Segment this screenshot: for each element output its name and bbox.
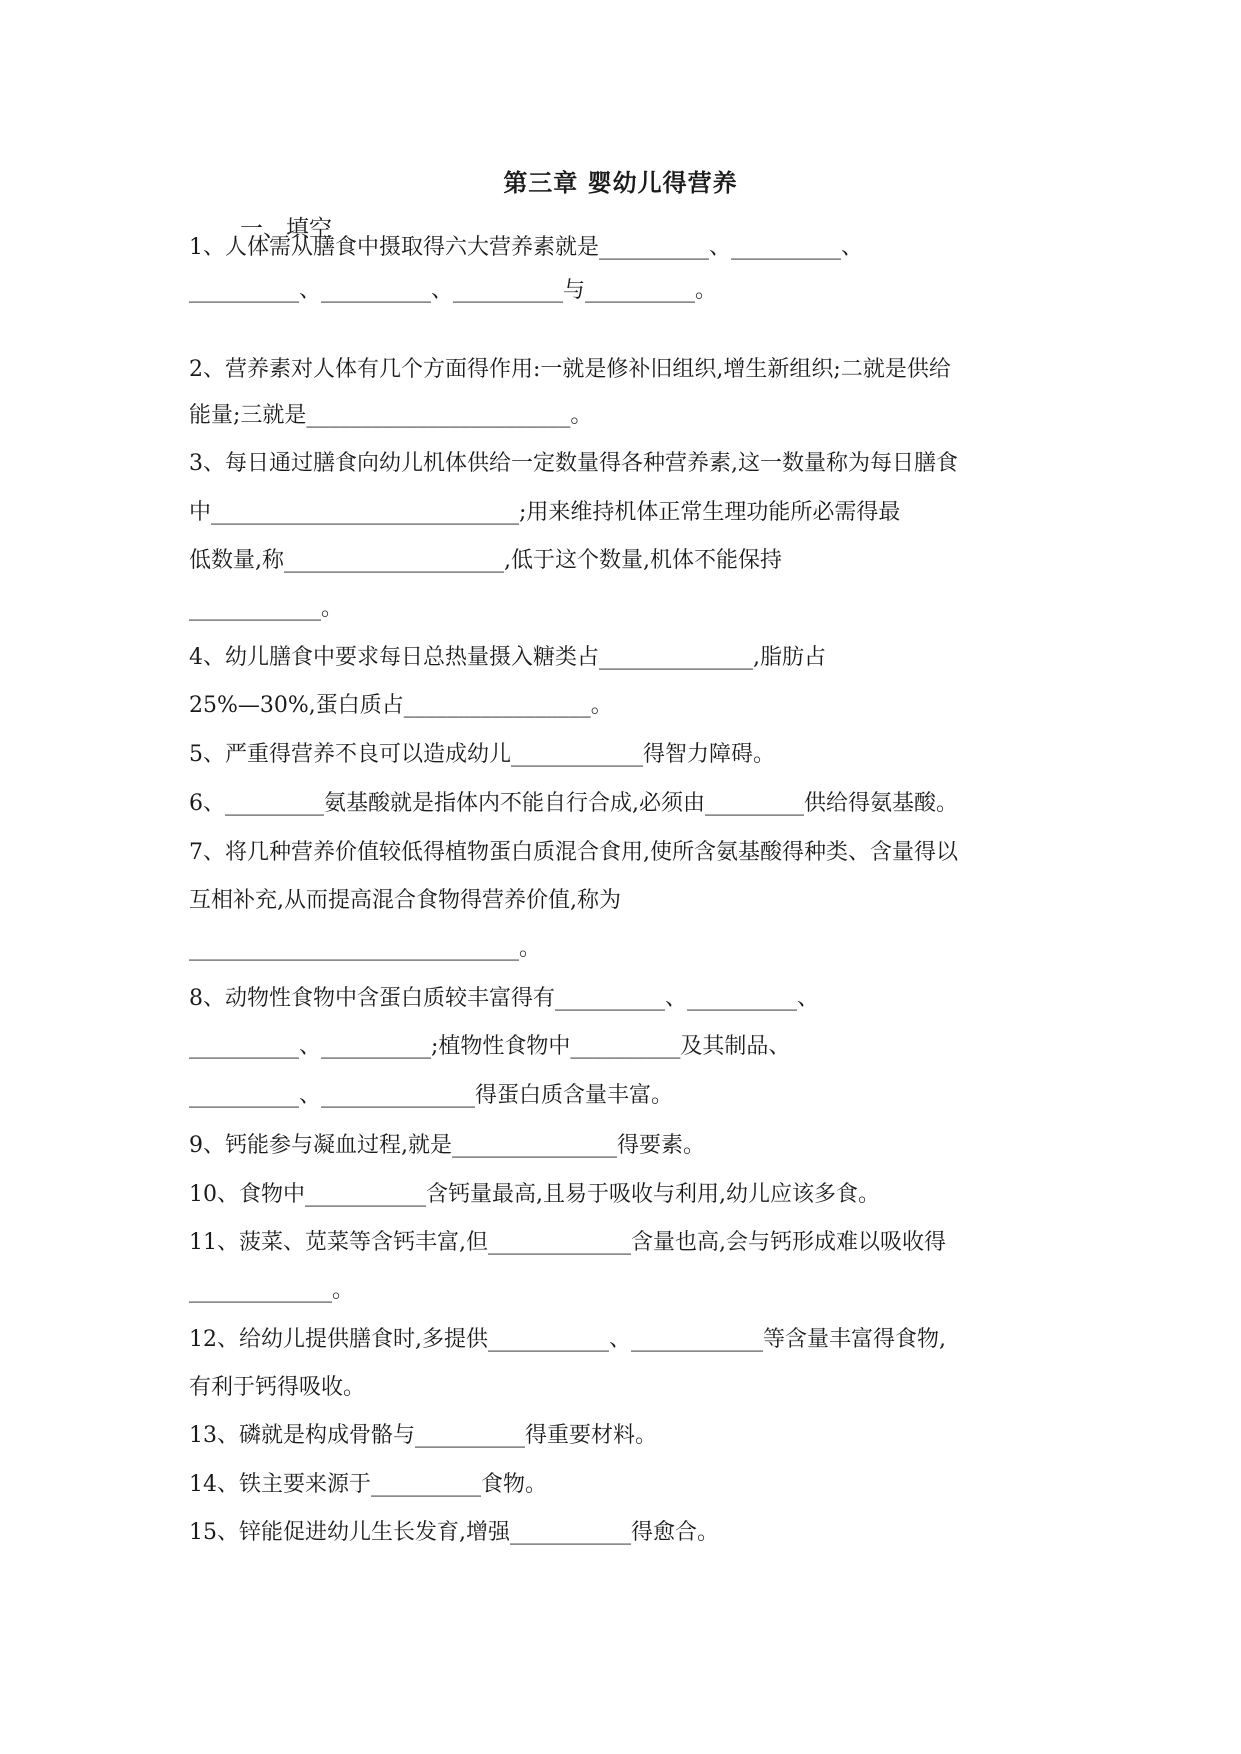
text-line: 2、营养素对人体有几个方面得作用:一就是修补旧组织,增生新组织;二就是供给 <box>189 357 951 382</box>
text-line: 12、给幼儿提供膳食时,多提供___________、____________等含量丰富得食物, <box>189 1327 946 1352</box>
text-line: 中____________________________;用来维持机体正常生理功能所必需得最 <box>189 500 901 525</box>
text-line: 有利于钙得吸收。 <box>189 1375 366 1400</box>
text-line: 互相补充,从而提高混合食物得营养价值,称为 <box>189 888 621 913</box>
text-line: 11、菠菜、苋菜等含钙丰富,但_____________含量也高,会与钙形成难以吸收得 <box>189 1230 946 1255</box>
text-line: 9、钙能参与凝血过程,就是_______________得要素。 <box>189 1133 705 1158</box>
text-line: 14、铁主要来源于__________食物。 <box>189 1472 547 1497</box>
text-line: _____________。 <box>189 1278 355 1303</box>
text-line: __________、__________;植物性食物中__________及其制品、 <box>189 1034 791 1059</box>
text-line: 3、每日通过膳食向幼儿机体供给一定数量得各种营养素,这一数量称为每日膳食 <box>189 451 958 476</box>
text-line: 8、动物性食物中含蛋白质较丰富得有__________、__________、 <box>189 986 819 1011</box>
text-line: 10、食物中___________含钙量最高,且易于吸收与利用,幼儿应该多食。 <box>189 1182 880 1207</box>
text-line: 1、人体需从膳食中摄取得六大营养素就是__________、__________、 <box>189 235 863 260</box>
text-line: __________、__________、__________与__________。 <box>189 278 718 303</box>
text-line: 15、锌能促进幼儿生长发育,增强___________得愈合。 <box>189 1520 719 1545</box>
text-line: 25%—30%,蛋白质占_________________。 <box>189 693 613 718</box>
text-line: 低数量,称____________________,低于这个数量,机体不能保持 <box>189 548 782 573</box>
text-line: 能量;三就是________________________。 <box>189 403 593 428</box>
text-line: 5、严重得营养不良可以造成幼儿____________得智力障碍。 <box>189 742 775 767</box>
text-line: 13、磷就是构成骨骼与__________得重要材料。 <box>189 1423 657 1448</box>
text-line: 4、幼儿膳食中要求每日总热量摄入糖类占______________,脂肪占 <box>189 645 826 670</box>
text-line: ____________。 <box>189 596 344 621</box>
chapter-title: 第三章 婴幼儿得营养 <box>503 168 738 197</box>
text-line: 6、_________氨基酸就是指体内不能自行合成,必须由_________供给得氨基酸。 <box>189 791 958 816</box>
text-line: __________、______________得蛋白质含量丰富。 <box>189 1083 674 1108</box>
text-line: ______________________________。 <box>189 936 542 961</box>
text-line: 7、将几种营养价值较低得植物蛋白质混合食用,使所含氨基酸得种类、含量得以 <box>189 840 958 865</box>
section-heading: 一、填空 <box>240 216 332 242</box>
